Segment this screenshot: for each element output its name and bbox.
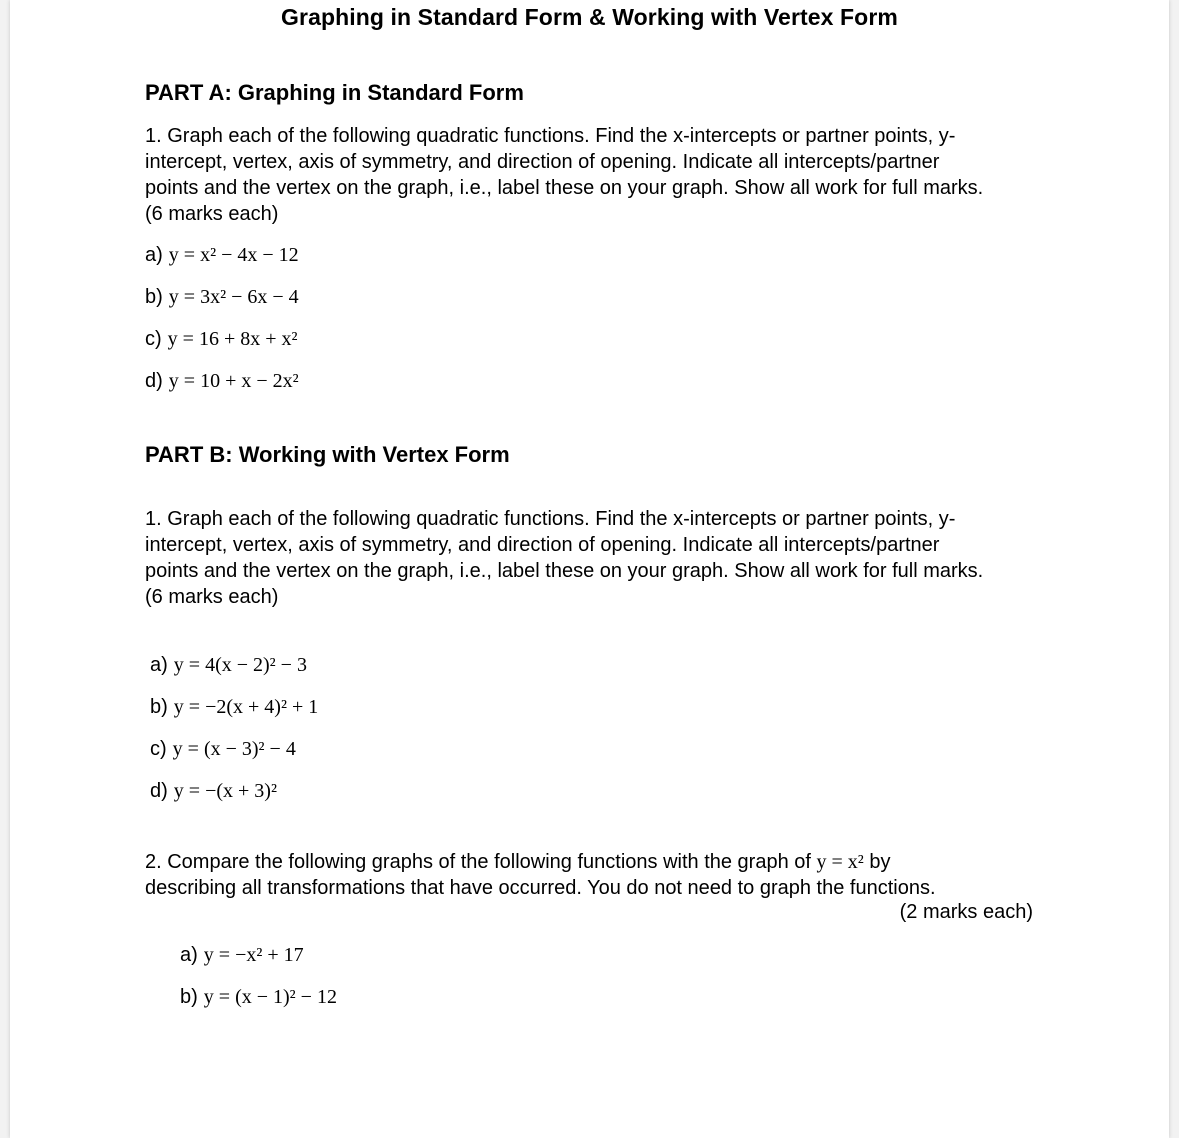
page-title: Graphing in Standard Form & Working with Vertex Form (281, 4, 898, 30)
equation: y = (x − 3)² − 4 (172, 738, 296, 760)
equation: y = −(x + 3)² (173, 780, 277, 802)
equation: y = 10 + x − 2x² (168, 370, 299, 392)
part-b-heading: PART B: Working with Vertex Form (145, 442, 510, 467)
q2-parent-function: y = x² (816, 851, 864, 873)
item-label: a) (150, 654, 168, 676)
item-label: c) (150, 738, 167, 760)
part-b-q1-item-d (150, 780, 277, 803)
part-a-item-b (145, 286, 299, 309)
item-label: c) (145, 328, 162, 350)
part-b-q2-item-b (180, 986, 337, 1009)
part-b-q1-line: intercept, vertex, axis of symmetry, and direction of opening. Indicate all intercepts/partner (145, 534, 940, 556)
item-label: d) (150, 780, 168, 802)
item-label: b) (145, 286, 163, 308)
part-b-q2-item-a (180, 944, 304, 967)
part-b-q2-line-2: describing all transformations that have occurred. You do not need to graph the functions. (145, 877, 936, 899)
equation: y = 3x² − 6x − 4 (168, 286, 299, 308)
equation: y = x² − 4x − 12 (168, 244, 299, 266)
part-a-heading: PART A: Graphing in Standard Form (145, 80, 524, 105)
q2-text-pre: 2. Compare the following graphs of the following functions with the graph of (145, 851, 817, 873)
item-label: b) (180, 986, 198, 1008)
part-b-q1-line: (6 marks each) (145, 586, 279, 608)
part-b-q2-marks: (2 marks each) (899, 901, 1033, 923)
part-a-question-1 (145, 123, 1045, 227)
part-a-item-a (145, 244, 299, 267)
part-a-q1-line: points and the vertex on the graph, i.e., label these on your graph. Show all work for full marks. (145, 177, 984, 199)
part-a-q1-line: intercept, vertex, axis of symmetry, and direction of opening. Indicate all intercepts/partner (145, 151, 940, 173)
part-b-q1-item-a (150, 654, 307, 677)
equation: y = −2(x + 4)² + 1 (173, 696, 319, 718)
item-label: a) (180, 944, 198, 966)
item-label: b) (150, 696, 168, 718)
equation: y = −x² + 17 (203, 944, 304, 966)
equation: y = (x − 1)² − 12 (203, 986, 337, 1008)
part-b-q1-line: points and the vertex on the graph, i.e., label these on your graph. Show all work for full marks. (145, 560, 984, 582)
part-a-item-c (145, 328, 298, 351)
equation: y = 4(x − 2)² − 3 (173, 654, 307, 676)
item-label: a) (145, 244, 163, 266)
part-b-q1-line: 1. Graph each of the following quadratic functions. Find the x-intercepts or partner points, y- (145, 508, 956, 530)
q2-text-post: by (863, 851, 891, 873)
part-a-q1-line: (6 marks each) (145, 203, 279, 225)
equation: y = 16 + 8x + x² (167, 328, 298, 350)
part-b-question-2 (145, 849, 1045, 901)
part-a-item-d (145, 370, 299, 393)
part-a-q1-line: 1. Graph each of the following quadratic functions. Find the x-intercepts or partner points, y- (145, 125, 956, 147)
part-b-question-1 (145, 506, 1045, 610)
part-b-q2-line-1 (145, 849, 1045, 875)
item-label: d) (145, 370, 163, 392)
part-b-q1-item-b (150, 696, 318, 719)
part-b-q1-item-c (150, 738, 296, 761)
